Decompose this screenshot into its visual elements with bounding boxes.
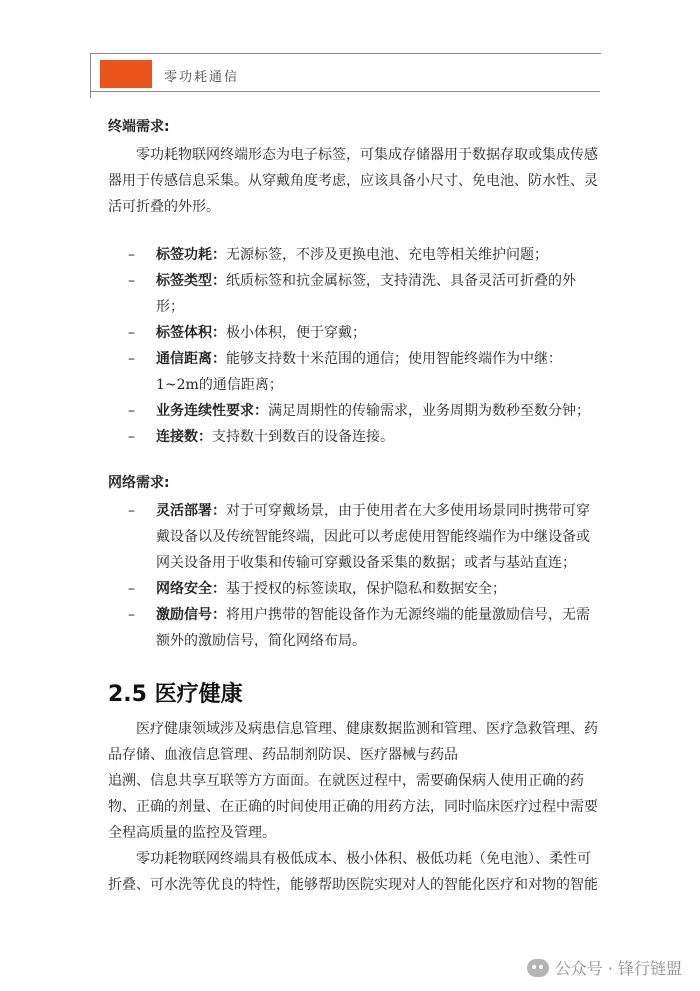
item-label: 标签功耗： [156,247,226,263]
list-item: – 标签功耗：无源标签，不涉及更换电池、充电等相关维护问题； [128,247,548,263]
network-heading: 网络需求: [108,475,170,491]
network-requirements-list [108,498,598,654]
wechat-icon [527,959,549,977]
item-text: 基于授权的标签读取，保护隐私和数据安全； [226,581,506,597]
terminal-requirements-list [108,242,598,450]
list-item: – 灵活部署：对于可穿戴场景，由于使用者在大多使用场景同时携带可穿戴设备以及传统智能终端，因此可以考虑使用智能终端作为中继设备或网关设备用于收集和传输可穿戴设备采集的数据；或者与基站直连； [128,503,590,571]
watermark [527,956,682,979]
list-item: – 标签类型：纸质标签和抗金属标签，支持清洗、具备灵活可折叠的外形； [128,273,576,315]
item-text: 满足周期性的传输需求，业务周期为数秒至数分钟； [268,403,590,419]
section-2-5-para2: 零功耗物联网终端具有极低成本、极小体积、极低功耗（免电池）、柔性可折叠、可水洗等优良的特性，能够帮助医院实现对人的智能化医疗和对物的智能 [108,851,598,893]
item-text: 对于可穿戴场景，由于使用者在大多使用场景同时携带可穿戴设备以及传统智能终端，因此可以考虑使用智能终端作为中继设备或网关设备用于收集和传输可穿戴设备采集的数据；或者与基站直连； [156,503,590,571]
item-label: 激励信号： [156,607,226,623]
list-item: – 连接数：支持数十到数百的设备连接。 [128,429,394,445]
item-text: 无源标签，不涉及更换电池、充电等相关维护问题； [226,247,548,263]
header-title: 零功耗通信 [164,70,240,85]
list-item: – 标签体积：极小体积，便于穿戴； [128,325,366,341]
item-label: 灵活部署： [156,503,226,519]
item-text: 能够支持数十米范围的通信；使用智能终端作为中继：1~2m的通信距离； [156,351,562,393]
terminal-heading: 终端需求: [108,119,170,135]
item-label: 连接数： [156,429,212,445]
header-rule [90,91,600,92]
item-label: 网络安全： [156,581,226,597]
item-text: 极小体积，便于穿戴； [226,325,366,341]
item-label: 通信距离： [156,351,226,367]
section-2-5-title: 2.5 医疗健康 [108,682,243,707]
item-label: 业务连续性要求： [156,403,268,419]
item-label: 标签体积： [156,325,226,341]
header-accent-block [100,60,152,88]
section-2-5-para1: 医疗健康领域涉及病患信息管理、健康数据监测和管理、医疗急救管理、药品存储、血液信息管理、药品制剂防误、医疗器械与药品 [108,721,598,763]
item-text: 纸质标签和抗金属标签，支持清洗、具备灵活可折叠的外形； [156,273,576,315]
item-label: 标签类型： [156,273,226,289]
item-text: 将用户携带的智能设备作为无源终端的能量激励信号，无需额外的激励信号，简化网络布局。 [156,607,590,649]
list-item: – 激励信号：将用户携带的智能设备作为无源终端的能量激励信号，无需额外的激励信号，简化网络布局。 [128,607,590,649]
list-item: – 通信距离：能够支持数十米范围的通信；使用智能终端作为中继：1~2m的通信距离； [128,351,562,393]
content [108,116,598,898]
item-text: 支持数十到数百的设备连接。 [212,429,394,445]
terminal-intro: 零功耗物联网终端形态为电子标签，可集成存储器用于数据存取或集成传感器用于传感信息采集。从穿戴角度考虑，应该具备小尺寸、免电池、防水性、灵活可折叠的外形。 [108,147,598,215]
section-2-5-para1-continued: 追溯、信息共享互联等方方面面。在就医过程中，需要确保病人使用正确的药物、正确的剂量、在正确的时间使用正确的用药方法，同时临床医疗过程中需要全程高质量的监控及管理。 [108,773,598,841]
watermark-text: 公众号 · 锋行链盟 [554,959,682,978]
list-item: – 业务连续性要求：满足周期性的传输需求，业务周期为数秒至数分钟； [128,403,590,419]
list-item: – 网络安全：基于授权的标签读取，保护隐私和数据安全； [128,581,506,597]
